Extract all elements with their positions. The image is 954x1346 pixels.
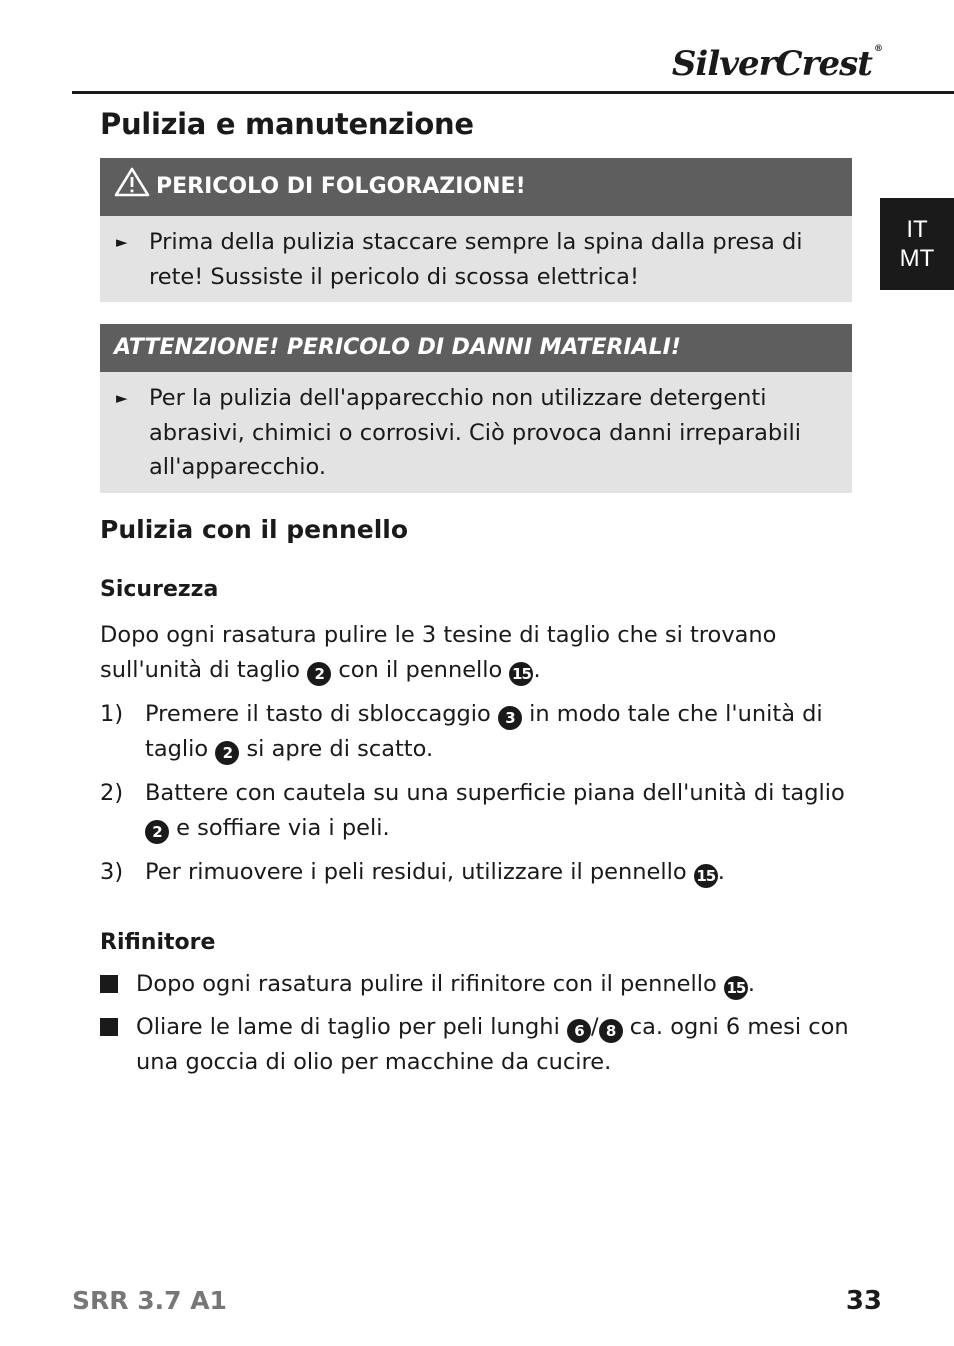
ref-number-badge: 15 bbox=[724, 976, 748, 1000]
trimmer-subtitle: Rifinitore bbox=[100, 929, 216, 955]
square-bullet-icon bbox=[100, 1018, 118, 1036]
page-number: 33 bbox=[845, 1286, 882, 1316]
warning-item bbox=[100, 216, 852, 302]
ref-number-badge: 6 bbox=[567, 1019, 591, 1043]
caution-item bbox=[100, 372, 852, 493]
bullet-text-b: . bbox=[747, 970, 756, 997]
warning-triangle-icon bbox=[114, 167, 150, 197]
electric-shock-warning-box bbox=[100, 158, 852, 302]
ref-number-badge: 2 bbox=[145, 820, 169, 844]
square-bullet-icon bbox=[100, 975, 118, 993]
language-tab-mt: MT bbox=[899, 245, 935, 272]
step-text bbox=[145, 855, 725, 890]
ref-number-badge: 8 bbox=[599, 1019, 623, 1043]
registered-mark: ® bbox=[874, 44, 882, 54]
ref-number-badge: 3 bbox=[498, 706, 522, 730]
step-text-a: Battere con cautela su una superficie piana dell'unità di taglio bbox=[145, 779, 845, 806]
ref-number-badge: 2 bbox=[215, 741, 239, 765]
triangle-bullet-icon: ► bbox=[116, 233, 128, 251]
step-text-c: si apre di scatto. bbox=[239, 735, 434, 762]
brush-section-title: Pulizia con il pennello bbox=[100, 514, 409, 544]
page-content bbox=[100, 104, 852, 1079]
bullet-text-a: Oliare le lame di taglio per peli lunghi bbox=[136, 1014, 567, 1040]
bullet-text-a: Dopo ogni rasatura pulire il rifinitore con il pennello bbox=[136, 970, 724, 997]
brand-name: SilverCrest bbox=[671, 44, 872, 84]
language-tab-it: IT bbox=[906, 216, 928, 243]
section-title: Pulizia e manutenzione bbox=[100, 107, 474, 141]
list-item bbox=[100, 967, 852, 1002]
step-text-b: . bbox=[717, 858, 725, 885]
step-item bbox=[100, 855, 852, 890]
bullet-text bbox=[136, 1010, 852, 1079]
step-text-b: in modo tale che l'unità di taglio bbox=[145, 700, 823, 762]
step-number: 3) bbox=[100, 858, 124, 885]
silvercrest-logo bbox=[672, 44, 882, 84]
caution-text: Per la pulizia dell'apparecchio non utilizzare detergenti abrasivi, chimici o corrosivi. Ciò provoca danni irreparabili all'apparecchio. bbox=[149, 385, 801, 480]
triangle-bullet-icon: ► bbox=[116, 389, 128, 407]
intro-text-c: . bbox=[533, 656, 541, 683]
language-tab bbox=[880, 198, 954, 290]
step-number: 2) bbox=[100, 779, 124, 806]
intro-text-a: Dopo ogni rasatura pulire le 3 tesine di taglio che si trovano sull'unità di taglio bbox=[100, 621, 777, 683]
header-rule bbox=[72, 91, 954, 94]
bullet-text bbox=[136, 967, 755, 1002]
warning-text: Prima della pulizia staccare sempre la spina dalla presa di rete! Sussiste il pericolo di scossa elettrica! bbox=[149, 229, 803, 290]
footer-model: SRR 3.7 A1 bbox=[72, 1286, 227, 1315]
list-item bbox=[100, 1010, 852, 1079]
brush-intro bbox=[100, 618, 852, 688]
warning-header bbox=[100, 158, 852, 216]
ref-number-badge: 2 bbox=[307, 662, 331, 686]
caution-title: ATTENZIONE! PERICOLO DI DANNI MATERIALI! bbox=[100, 324, 852, 372]
ref-number-badge: 15 bbox=[694, 864, 718, 888]
step-text-a: Per rimuovere i peli residui, utilizzare il pennello bbox=[145, 858, 694, 885]
warning-title: PERICOLO DI FOLGORAZIONE! bbox=[156, 174, 526, 199]
step-item bbox=[100, 697, 852, 767]
intro-text-b: con il pennello bbox=[331, 656, 510, 683]
step-text bbox=[145, 697, 852, 767]
step-text-b: e soffiare via i peli. bbox=[169, 814, 390, 841]
bullet-text-b: ca. ogni 6 mesi con una goccia di olio per macchine da cucire. bbox=[136, 1014, 849, 1075]
step-number: 1) bbox=[100, 700, 124, 727]
step-item bbox=[100, 776, 852, 846]
ref-number-badge: 15 bbox=[509, 662, 533, 686]
material-damage-warning-box bbox=[100, 324, 852, 493]
ref-separator: / bbox=[590, 1014, 599, 1040]
step-text bbox=[145, 776, 852, 846]
step-text-a: Premere il tasto di sbloccaggio bbox=[145, 700, 498, 727]
safety-subtitle: Sicurezza bbox=[100, 576, 219, 602]
